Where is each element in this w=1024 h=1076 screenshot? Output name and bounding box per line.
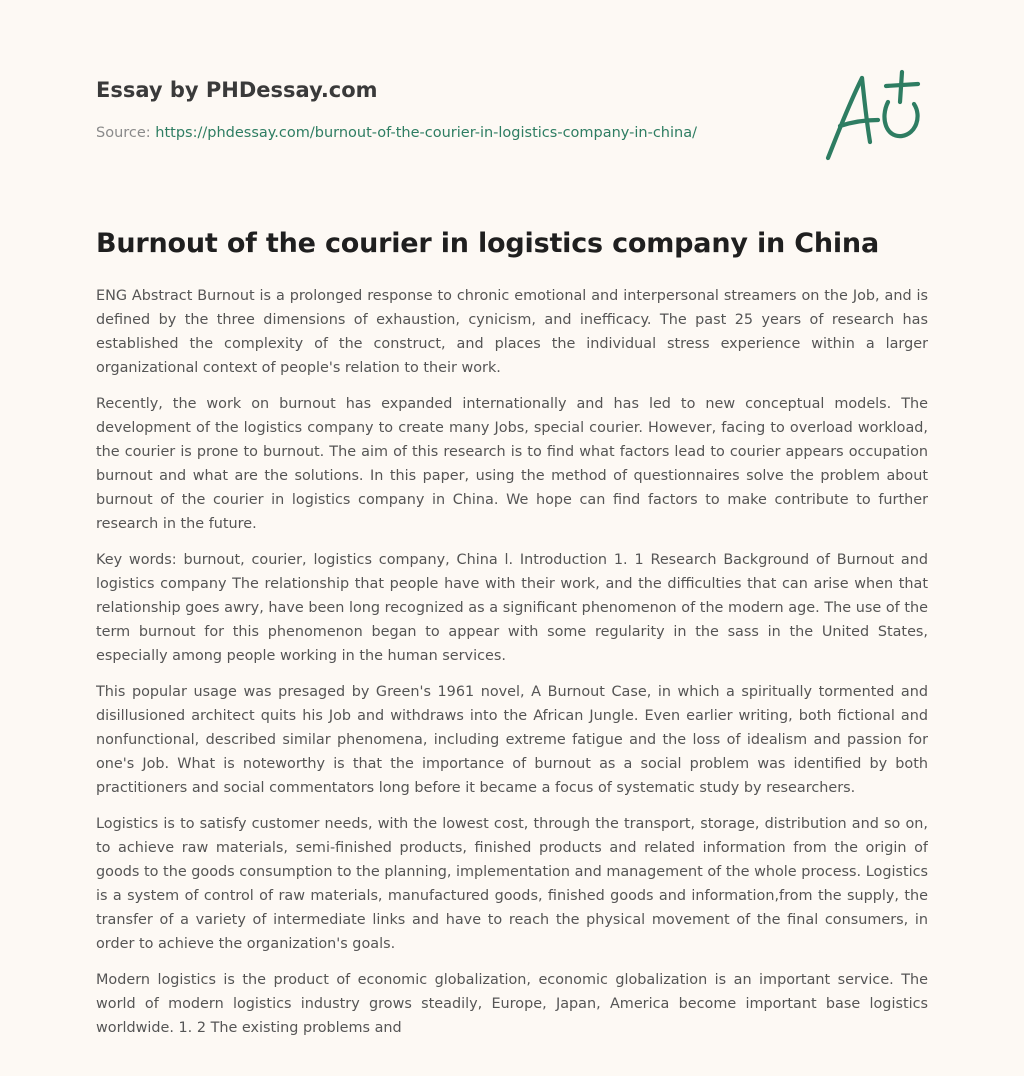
source-label: Source: xyxy=(96,125,151,141)
a-plus-grade-icon xyxy=(818,66,930,166)
source-link[interactable]: https://phdessay.com/burnout-of-the-courier-in-logistics-company-in-china/ xyxy=(155,125,697,141)
paragraph: Recently, the work on burnout has expanded internationally and has led to new conceptual models. The development of the logistics company to create many Jobs, special courier. However, facing to overload workload, the courier is prone to burnout. The aim of this research is to find what factors lead to courier appears occupation burnout and what are the solutions. In this paper, using the method of questionnaires solve the problem about burnout of the courier in logistics company in China. We hope can find factors to make contribute to further research in the future. xyxy=(96,396,928,532)
article-title: Burnout of the courier in logistics company in China xyxy=(96,228,879,259)
site-title: Essay by PHDessay.com xyxy=(96,78,378,102)
paragraph: Modern logistics is the product of economic globalization, economic globalization is an important service. The world of modern logistics industry grows steadily, Europe, Japan, America become important base logistics worldwide. 1. 2 The existing problems and xyxy=(96,972,928,1036)
paragraph: This popular usage was presaged by Green's 1961 novel, A Burnout Case, in which a spiritually tormented and disillusioned architect quits his Job and withdraws into the African Jungle. Even earlier writing, both fictional and nonfunctional, described similar phenomena, including extreme fatigue and the loss of idealism and passion for one's Job. What is noteworthy is that the importance of burnout as a social problem was identified by both practitioners and social commentators long before it became a focus of systematic study by researchers. xyxy=(96,684,928,796)
paragraph: Logistics is to satisfy customer needs, with the lowest cost, through the transport, storage, distribution and so on, to achieve raw materials, semi-finished products, finished products and related information from the origin of goods to the goods consumption to the planning, implementation and management of the whole process. Logistics is a system of control of raw materials, manufactured goods, finished goods and information,from the supply, the transfer of a variety of intermediate links and have to reach the physical movement of the final consumers, in order to achieve the organization's goals. xyxy=(96,816,928,952)
paragraph: ENG Abstract Burnout is a prolonged response to chronic emotional and interpersonal streamers on the Job, and is defined by the three dimensions of exhaustion, cynicism, and inefficacy. The past 25 years of research has established the complexity of the construct, and places the individual stress experience within a larger organizational context of people's relation to their work. xyxy=(96,288,928,376)
essay-header xyxy=(96,76,816,143)
paragraph: Key words: burnout, courier, logistics company, China l. Introduction 1. 1 Research Background of Burnout and logistics company The relationship that people have with their work, and the difficulties that can arise when that relationship goes awry, have been long recognized as a significant phenomenon of the modern age. The use of the term burnout for this phenomenon began to appear with some regularity in the sass in the United States, especially among people working in the human services. xyxy=(96,552,928,664)
source-line xyxy=(96,123,816,143)
article-body xyxy=(96,284,928,1076)
